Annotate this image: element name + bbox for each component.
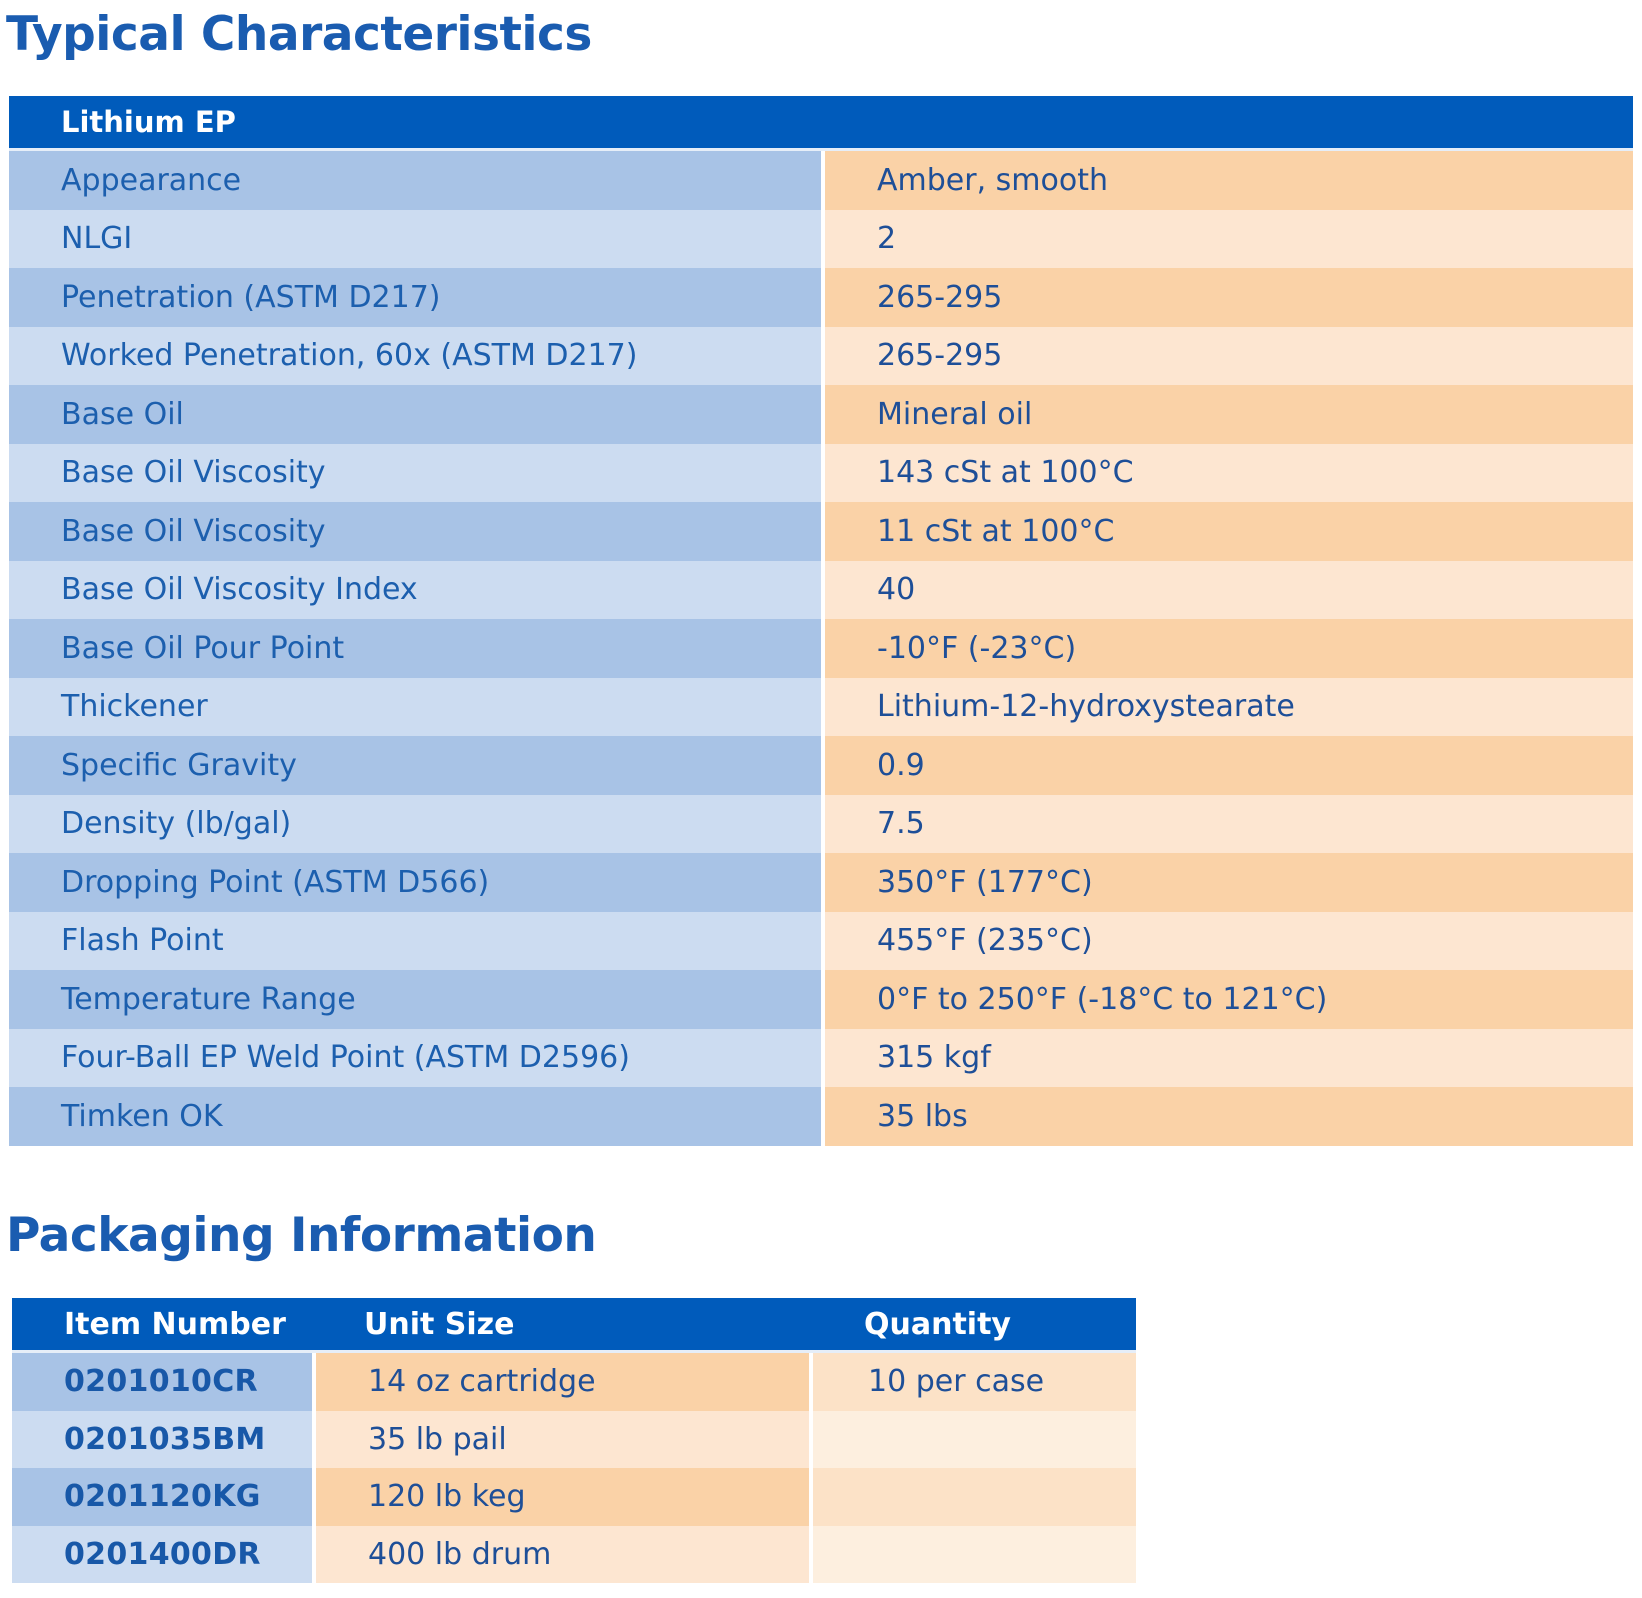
unit-size: 35 lb pail [312, 1411, 809, 1469]
property-value: 0.9 [821, 736, 1633, 795]
table-row [9, 1087, 1633, 1146]
table-row [12, 1353, 1136, 1411]
table-row [9, 268, 1633, 327]
table-row [12, 1468, 1136, 1526]
quantity [809, 1411, 1136, 1469]
item-number: 0201010CR [12, 1353, 312, 1411]
item-number: 0201400DR [12, 1526, 312, 1584]
property-name: Base Oil [9, 385, 821, 444]
table-row [9, 678, 1633, 737]
table-row [9, 970, 1633, 1029]
table-row [9, 385, 1633, 444]
packaging-information-heading: Packaging Information [6, 1208, 597, 1263]
table-row [9, 561, 1633, 620]
unit-size: 14 oz cartridge [312, 1353, 809, 1411]
column-header-unit-size: Unit Size [312, 1298, 809, 1353]
quantity [809, 1468, 1136, 1526]
property-name: Penetration (ASTM D217) [9, 268, 821, 327]
property-value: 455°F (235°C) [821, 912, 1633, 971]
property-value: 265-295 [821, 327, 1633, 386]
typical-characteristics-heading: Typical Characteristics [6, 7, 592, 62]
property-name: Timken OK [9, 1087, 821, 1146]
column-header-item-number: Item Number [12, 1298, 312, 1353]
quantity [809, 1526, 1136, 1584]
property-value: Amber, smooth [821, 151, 1633, 210]
table-row [9, 795, 1633, 854]
property-value: 2 [821, 210, 1633, 269]
table-row [9, 327, 1633, 386]
unit-size: 400 lb drum [312, 1526, 809, 1584]
table-row [9, 444, 1633, 503]
property-name: Flash Point [9, 912, 821, 971]
table-row [12, 1526, 1136, 1584]
property-value: Mineral oil [821, 385, 1633, 444]
table-row [12, 1411, 1136, 1469]
quantity: 10 per case [809, 1353, 1136, 1411]
property-value: 7.5 [821, 795, 1633, 854]
property-value: 315 kgf [821, 1029, 1633, 1088]
property-name: Temperature Range [9, 970, 821, 1029]
property-value: Lithium-12-hydroxystearate [821, 678, 1633, 737]
column-header-quantity: Quantity [809, 1298, 1136, 1353]
property-name: Base Oil Pour Point [9, 619, 821, 678]
property-name: Worked Penetration, 60x (ASTM D217) [9, 327, 821, 386]
unit-size: 120 lb keg [312, 1468, 809, 1526]
table-row [9, 210, 1633, 269]
property-name: Specific Gravity [9, 736, 821, 795]
product-name: Lithium EP [9, 96, 1633, 151]
table-row [9, 736, 1633, 795]
characteristics-table [9, 96, 1633, 1146]
property-name: Base Oil Viscosity Index [9, 561, 821, 620]
property-value: 350°F (177°C) [821, 853, 1633, 912]
property-name: Base Oil Viscosity [9, 444, 821, 503]
property-name: Base Oil Viscosity [9, 502, 821, 561]
table-row [9, 502, 1633, 561]
property-name: Appearance [9, 151, 821, 210]
property-value: 143 cSt at 100°C [821, 444, 1633, 503]
property-value: -10°F (-23°C) [821, 619, 1633, 678]
table-row [9, 912, 1633, 971]
table-row [9, 1029, 1633, 1088]
property-value: 11 cSt at 100°C [821, 502, 1633, 561]
item-number: 0201035BM [12, 1411, 312, 1469]
property-name: Dropping Point (ASTM D566) [9, 853, 821, 912]
property-value: 265-295 [821, 268, 1633, 327]
table-row [9, 151, 1633, 210]
property-value: 0°F to 250°F (-18°C to 121°C) [821, 970, 1633, 1029]
property-name: NLGI [9, 210, 821, 269]
characteristics-title-row [9, 96, 1633, 151]
property-value: 40 [821, 561, 1633, 620]
property-name: Four-Ball EP Weld Point (ASTM D2596) [9, 1029, 821, 1088]
table-row [9, 853, 1633, 912]
item-number: 0201120KG [12, 1468, 312, 1526]
packaging-table [12, 1298, 1136, 1583]
property-name: Thickener [9, 678, 821, 737]
property-name: Density (lb/gal) [9, 795, 821, 854]
table-row [9, 619, 1633, 678]
property-value: 35 lbs [821, 1087, 1633, 1146]
packaging-header-row [12, 1298, 1136, 1353]
